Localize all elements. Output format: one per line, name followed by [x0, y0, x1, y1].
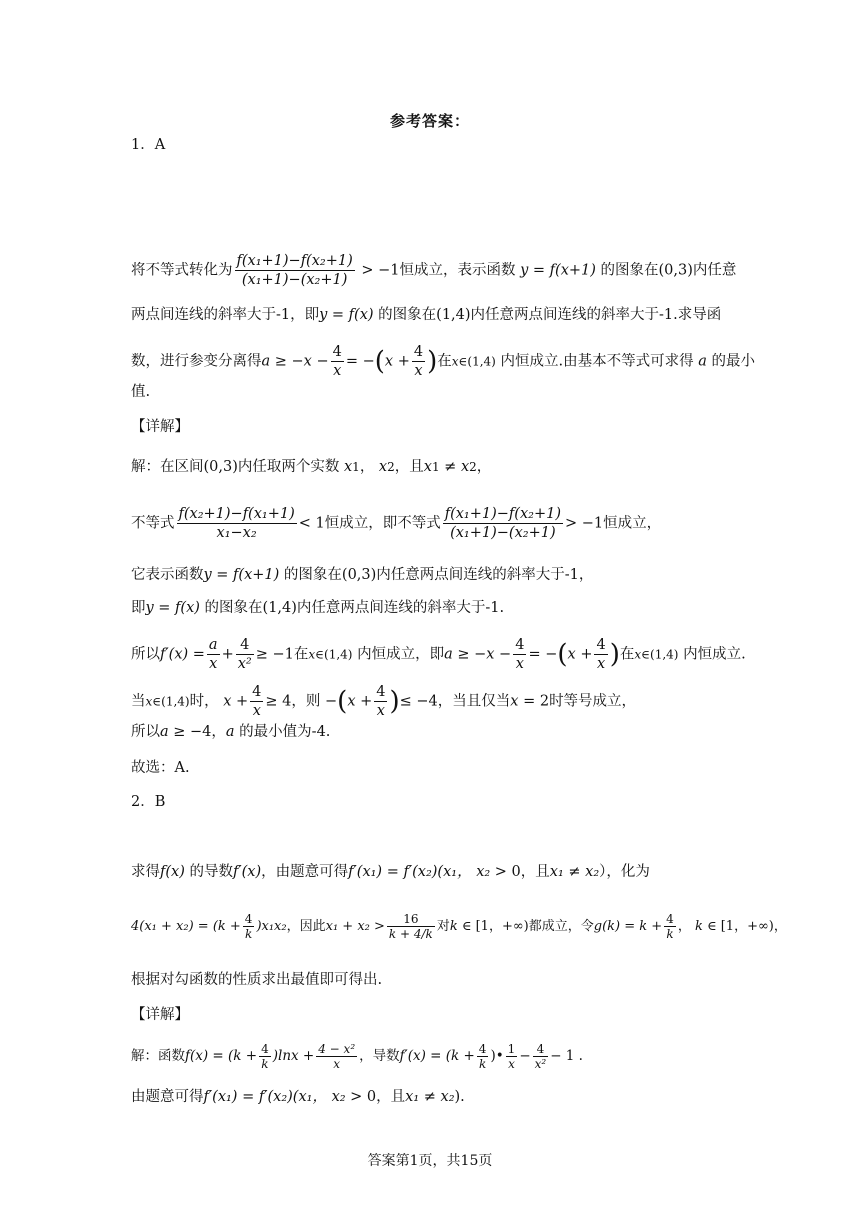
q2-analysis-line-3: 根据对勾函数的性质求出最值即可得出. — [131, 972, 383, 988]
q1-solution-line-2: 不等式 $\frac{\text{f(x₂+1)−f(x₁+1)}}{\text{x₁−x₂}}$ < 1恒成立，即不等式 $\frac{\text{f(x₁+1)−f(x₂+1)}}{\text{(x₁+1)−(x₂+1)}}$ > −1恒成立， — [131, 506, 662, 541]
page-title: 参考答案： — [389, 112, 470, 130]
q1-solution-line-6: 当x∈(1,4)时， x + $\frac{4}{x}$ ≥ 4，则 −(x + $\frac{4}{x}$ )≤ −4，当且仅当x = 2时等号成立， — [131, 684, 637, 719]
q2-analysis-line-2: 4(x₁ + x₂) = (k + $\frac{4}{k}$ )x₁x₂，因此x₁ + x₂ > $\frac{16}{k + 4/k}$ 对k ∈ [1，+∞)都成立，令g(k) = k + $\frac{4}{k}$ ， k ∈ [1，+∞)， — [131, 912, 787, 941]
answer-1-label: 1．A — [131, 137, 166, 153]
q1-analysis-line-1: 将不等式转化为 $\frac{\text{f(x₁+1)−f(x₂+1)}}{\text{(x₁+1)−(x₂+1)}}$ > −1恒成立，表示函数 y = f(x+1) 的图象在(0,3)内任意 — [131, 253, 737, 288]
q2-detail-label: 【详解】 — [131, 1007, 189, 1023]
q1-analysis-line-3: 数，进行参变分离得a ≥ −x − $\frac{4}{x}$ = −(x + $\frac{4}{x}$ )在x∈(1,4) 内恒成立.由基本不等式可求得 a 的最小 — [131, 344, 755, 379]
page-footer: 答案第1页，共15页 — [367, 1153, 493, 1169]
q1-detail-label: 【详解】 — [131, 419, 189, 435]
answer-2-label: 2．B — [131, 794, 166, 810]
q2-solution-line-1: 解：函数f(x) = (k + $\frac{4}{k}$ )lnx + $\frac{\text{4 − x²}}{x}$ ，导数f′(x) = (k + $\frac{4}{k}$ )• $\frac{1}{x}$ − $\frac{4}{\text{x²}}$ − 1 . — [131, 1042, 583, 1071]
q1-analysis-line-4: 值. — [131, 384, 151, 400]
q1-solution-line-7: 所以a ≥ −4，a 的最小值为-4. — [131, 724, 331, 740]
q1-solution-line-4: 即y = f(x) 的图象在(1,4)内任意两点间连线的斜率大于-1. — [131, 600, 505, 616]
q1-solution-line-5: 所以f′(x) = $\frac{a}{x}$ + $\frac{4}{\text{x²}}$ ≥ −1在x∈(1,4) 内恒成立，即a ≥ −x − $\frac{4}{x}$ = −(x + $\frac{4}{x}$ )在x∈(1,4) 内恒成立. — [131, 637, 746, 672]
q1-solution-line-3: 它表示函数y = f(x+1) 的图象在(0,3)内任意两点间连线的斜率大于-1， — [131, 567, 594, 583]
q1-solution-line-8: 故选：A. — [131, 760, 190, 776]
q1-analysis-line-2: 两点间连线的斜率大于-1，即y = f(x) 的图象在(1,4)内任意两点间连线的斜率大于-1.求导函 — [131, 307, 722, 323]
q1-solution-line-1: 解：在区间(0,3)内任取两个实数 x1， x2，且x1 ≠ x2， — [131, 459, 492, 475]
q2-solution-line-2: 由题意可得f′(x₁) = f′(x₂)(x₁， x₂ > 0，且x₁ ≠ x₂). — [131, 1089, 465, 1105]
q2-analysis-line-1: 求得f(x) 的导数f′(x)，由题意可得f′(x₁) = f′(x₂)(x₁， x₂ > 0，且x₁ ≠ x₂），化为 — [131, 864, 650, 880]
